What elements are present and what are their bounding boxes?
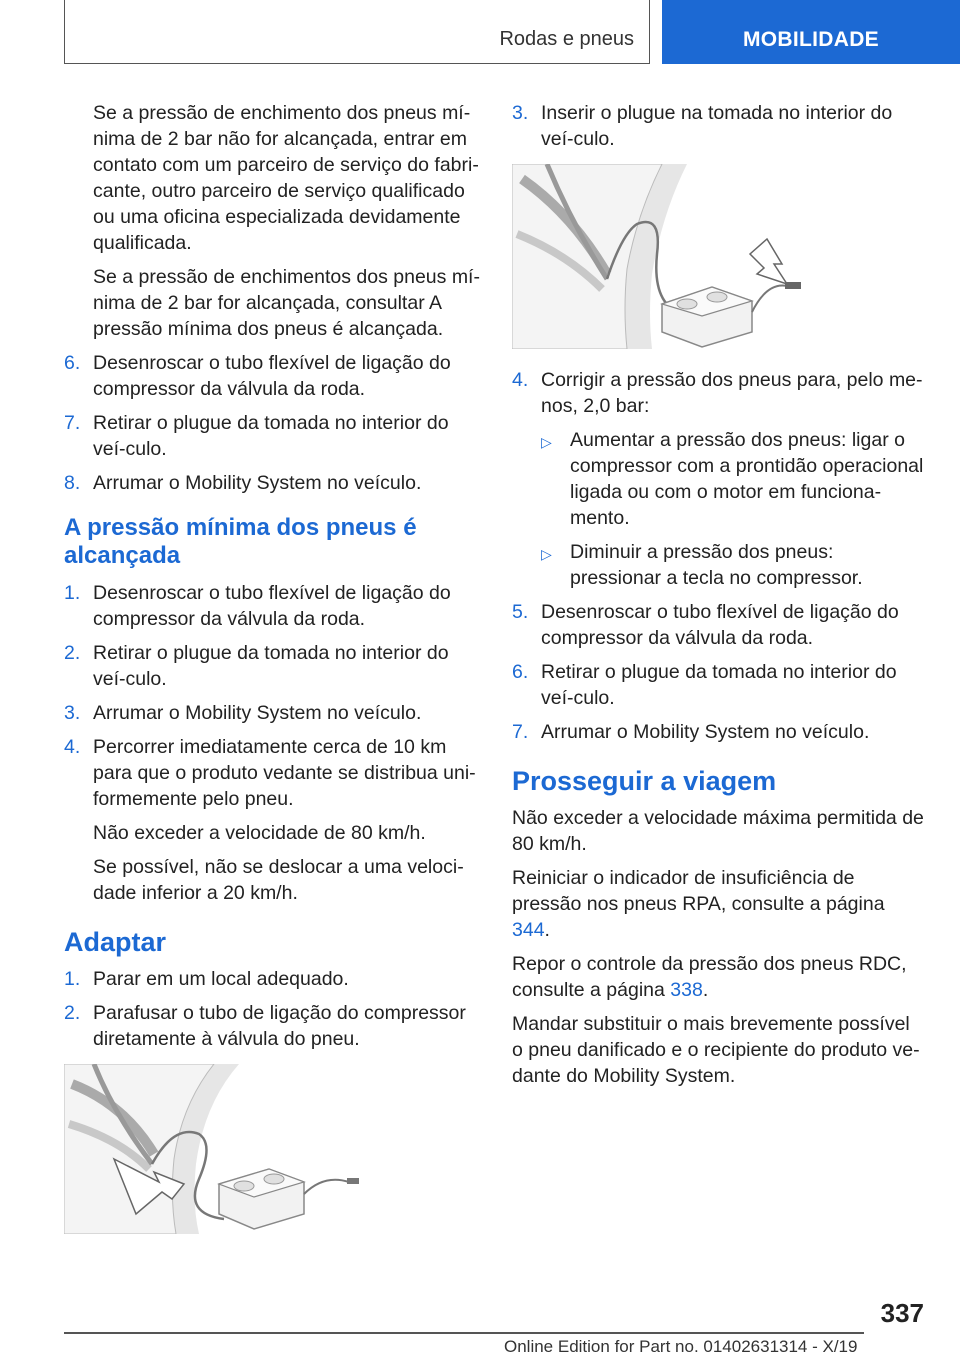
list-item (64, 966, 482, 992)
paragraph-text: . (702, 979, 709, 1001)
triangle-bullet-icon: ▷ (541, 546, 552, 562)
bullet-text: Aumentar a pressão dos pneus: ligar o compressor com a prontidão operacional ligada ou com o motor em funciona-mento. (570, 429, 924, 529)
step-number: 7. (512, 721, 529, 743)
footer-divider (64, 1332, 864, 1334)
paragraph (512, 951, 924, 1003)
step-text: Desenroscar o tubo flexível de ligação do compressor da válvula da roda. (93, 582, 451, 630)
step-text: Arrumar o Mobility System no veículo. (93, 472, 422, 494)
triangle-bullet-icon: ▷ (541, 434, 552, 450)
list-item (64, 734, 482, 812)
compressor-plug-illustration (512, 164, 812, 349)
step-text: Desenroscar o tubo flexível de ligação do compressor da válvula da roda. (93, 352, 451, 400)
left-column (64, 100, 482, 1252)
step-number: 6. (512, 661, 529, 683)
paragraph-text: Repor o controle da pressão dos pneus RDC, consulte a página (512, 953, 907, 1001)
list-item (64, 350, 482, 402)
page-link-338[interactable]: 338 (670, 979, 703, 1001)
compressor-valve-illustration (64, 1064, 364, 1234)
step-text: Arrumar o Mobility System no veículo. (541, 721, 870, 743)
bullet-item (512, 539, 924, 591)
section-heading-adapt: Adaptar (64, 927, 167, 957)
step-number: 7. (64, 412, 81, 434)
paragraph-text: . (544, 919, 550, 941)
step-text: Arrumar o Mobility System no veículo. (93, 702, 422, 724)
paragraph: Mandar substituir o mais brevemente possível o pneu danificado e o recipiente do produto ve-dante do Mobility System. (512, 1013, 920, 1087)
bullet-text: Diminuir a pressão dos pneus: pressionar a tecla no compressor. (570, 541, 863, 589)
step-number: 2. (64, 1002, 81, 1024)
list-item (64, 580, 482, 632)
list-item (512, 100, 924, 152)
list-item (512, 719, 924, 745)
step-text: Desenroscar o tubo flexível de ligação do compressor da válvula da roda. (541, 601, 899, 649)
paragraph-text: Reiniciar o indicador de insuficiência de pressão nos pneus RPA, consulte a página (512, 867, 885, 915)
step-number: 8. (64, 472, 81, 494)
list-item (64, 700, 482, 726)
step-number: 1. (64, 582, 81, 604)
list-item (64, 1000, 482, 1052)
intro-paragraph: Se a pressão de enchimentos dos pneus mí-nima de 2 bar for alcançada, consultar A pressão mínima dos pneus é alcançada. (93, 266, 480, 340)
step-number: 4. (512, 369, 529, 391)
footer-edition: Online Edition for Part no. 01402631314 - X/19 (504, 1337, 858, 1356)
paragraph (512, 865, 924, 943)
list-item (512, 659, 924, 711)
header-chapter-tab: MOBILIDADE (662, 0, 960, 64)
page-link-344[interactable]: 344 (512, 919, 545, 941)
step-text: Parar em um local adequado. (93, 968, 349, 990)
list-item (64, 640, 482, 692)
step-number: 3. (512, 102, 529, 124)
step-number: 3. (64, 702, 81, 724)
step-number: 1. (64, 968, 81, 990)
step-text: Parafusar o tubo de ligação do compressor diretamente à válvula do pneu. (93, 1002, 466, 1050)
page-number: 337 (880, 1298, 924, 1328)
paragraph: Não exceder a velocidade máxima permitida de 80 km/h. (512, 807, 924, 855)
step-text: Retirar o plugue da tomada no interior do veí-culo. (93, 412, 449, 460)
bullet-item (512, 427, 924, 531)
step-note: Se possível, não se deslocar a uma veloci-dade inferior a 20 km/h. (93, 856, 464, 904)
step-text: Retirar o plugue da tomada no interior do veí-culo. (541, 661, 897, 709)
step-number: 6. (64, 352, 81, 374)
step-text: Inserir o plugue na tomada no interior do veí-culo. (541, 102, 893, 150)
step-number: 5. (512, 601, 529, 623)
step-number: 2. (64, 642, 81, 664)
step-number: 4. (64, 736, 81, 758)
intro-paragraph: Se a pressão de enchimento dos pneus mí-nima de 2 bar não for alcançada, entrar em contato com um parceiro de serviço do fabri-cante, outro parceiro de serviço qualificado ou uma oficina especializada devidamente qualificada. (93, 102, 479, 254)
section-heading-min-pressure: A pressão mínima dos pneus é alcançada (64, 514, 417, 569)
right-column (512, 100, 924, 1097)
step-text: Corrigir a pressão dos pneus para, pelo me-nos, 2,0 bar: (541, 369, 923, 417)
list-item (64, 470, 482, 496)
list-item (64, 410, 482, 462)
list-item (512, 599, 924, 651)
step-note: Não exceder a velocidade de 80 km/h. (93, 822, 426, 844)
list-item (512, 367, 924, 419)
section-heading-continue: Prosseguir a viagem (512, 766, 777, 796)
step-text: Retirar o plugue da tomada no interior do veí-culo. (93, 642, 449, 690)
header-section-title: Rodas e pneus (499, 28, 634, 50)
step-text: Percorrer imediatamente cerca de 10 km para que o produto vedante se distribua uni-formemente pelo pneu. (93, 736, 476, 810)
